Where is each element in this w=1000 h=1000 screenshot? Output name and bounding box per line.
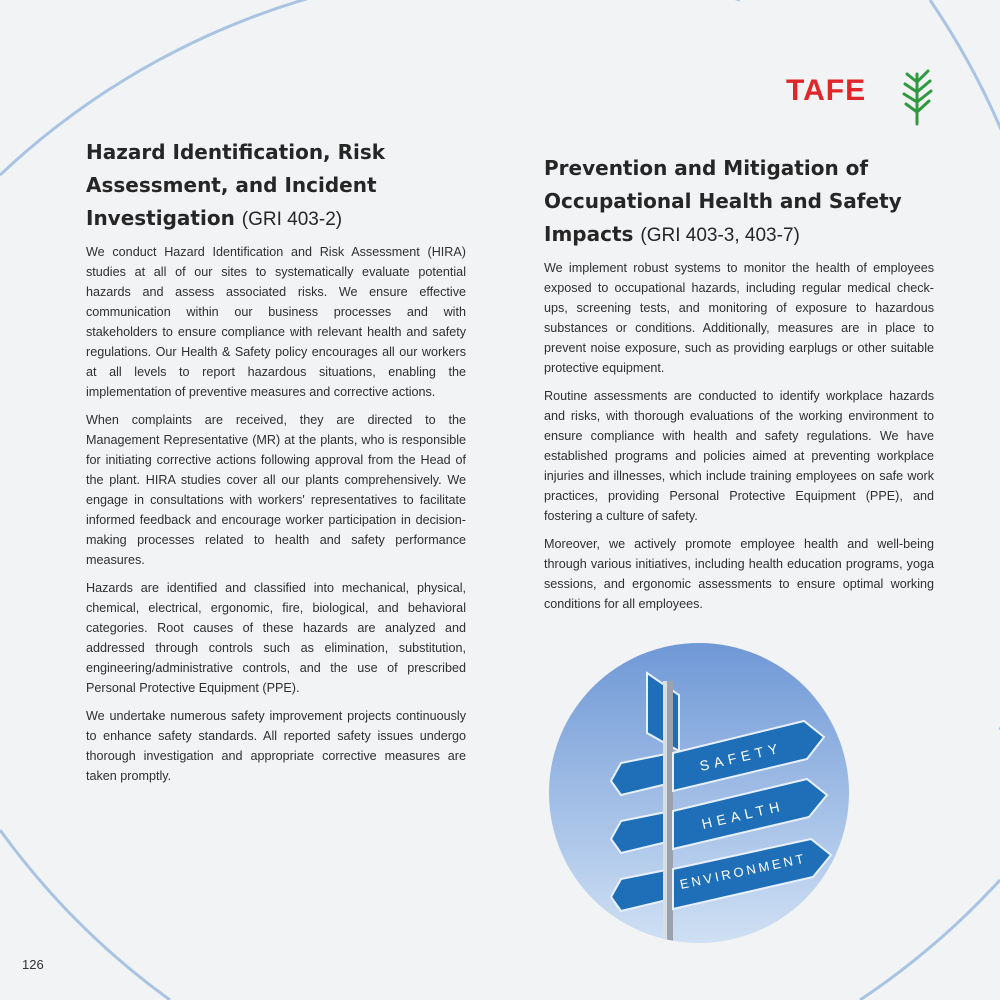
left-column	[86, 136, 466, 794]
signpost-illustration	[549, 643, 849, 943]
left-paragraph: We conduct Hazard Identification and Risk Assessment (HIRA) studies at all of our sites to systematically evaluate potential hazards and assess associated risks. We ensure effective communication within our business processes and with stakeholders to ensure compliance with relevant health and safety regulations. Our Health & Safety policy encourages all our workers at all levels to report hazardous situations, enabling the implementation of preventive measures and corrective actions.	[86, 245, 466, 399]
right-paragraph: Moreover, we actively promote employee health and well-being through various initiatives, including health education programs, yoga sessions, and ergonomic assessments to ensure optimal working conditions for all employees.	[544, 537, 934, 611]
right-column	[544, 152, 934, 622]
right-heading-line3: Impacts	[544, 222, 634, 246]
left-paragraph: Hazards are identified and classified into mechanical, physical, chemical, electrical, ergonomic, fire, biological, and behavioral categories. Root causes of these hazards are analyzed and addressed through controls such as elimination, substitution, engineering/administrative controls, and the use of prescribed Personal Protective Equipment (PPE).	[86, 581, 466, 695]
left-heading-line1: Hazard Identification, Risk	[86, 140, 386, 164]
leaf-icon	[900, 68, 934, 126]
right-paragraph: Routine assessments are conducted to identify workplace hazards and risks, with thorough evaluations of the working environment to ensure compliance with health and safety regulations. We have established programs and policies aimed at preventing workplace injuries and illnesses, which include training employees on safe work practices, providing Personal Protective Equipment (PPE), and fostering a culture of safety.	[544, 389, 934, 523]
right-heading-gri: (GRI 403-3, 403-7)	[640, 225, 800, 246]
tafe-logo	[786, 68, 938, 126]
arc-bottom-right	[860, 880, 1000, 1000]
right-heading-line2: Occupational Health and Safety	[544, 189, 902, 213]
right-paragraph: We implement robust systems to monitor the health of employees exposed to occupational hazards, including regular medical check-ups, screening tests, and monitoring of exposure to hazardous substances or conditions. Additionally, measures are in place to prevent noise exposure, such as providing earplugs or other suitable protective equipment.	[544, 261, 934, 375]
left-heading	[86, 136, 466, 236]
signpost-photo	[549, 643, 849, 943]
left-heading-gri: (GRI 403-2)	[241, 209, 343, 230]
left-heading-line2: Assessment, and Incident	[86, 173, 377, 197]
left-heading-line3: Investigation	[86, 206, 235, 230]
logo-text: TAFE	[786, 74, 867, 107]
left-paragraph: We undertake numerous safety improvement projects continuously to enhance safety standards. All reported safety issues undergo thorough investigation and appropriate corrective measures are taken promptly.	[86, 709, 466, 783]
sign-safety-text: SAFETY	[698, 739, 784, 774]
sign-health-text: HEALTH	[700, 797, 786, 832]
right-heading-line1: Prevention and Mitigation of	[544, 156, 869, 180]
left-paragraph: When complaints are received, they are directed to the Management Representative (MR) at the plants, who is responsible for initiating corrective actions following approval from the Head of the plant. HIRA studies cover all our plants comprehensively. We engage in consultations with workers' representatives to facilitate informed feedback and encourage worker participation in decision-making processes related to health and safety performance measures.	[86, 413, 466, 567]
arc-right	[930, 0, 1000, 730]
sign-environment-text: ENVIRONMENT	[678, 850, 808, 892]
right-heading	[544, 152, 934, 252]
arc-bottom-left	[0, 830, 170, 1000]
page-number: 126	[22, 957, 44, 972]
